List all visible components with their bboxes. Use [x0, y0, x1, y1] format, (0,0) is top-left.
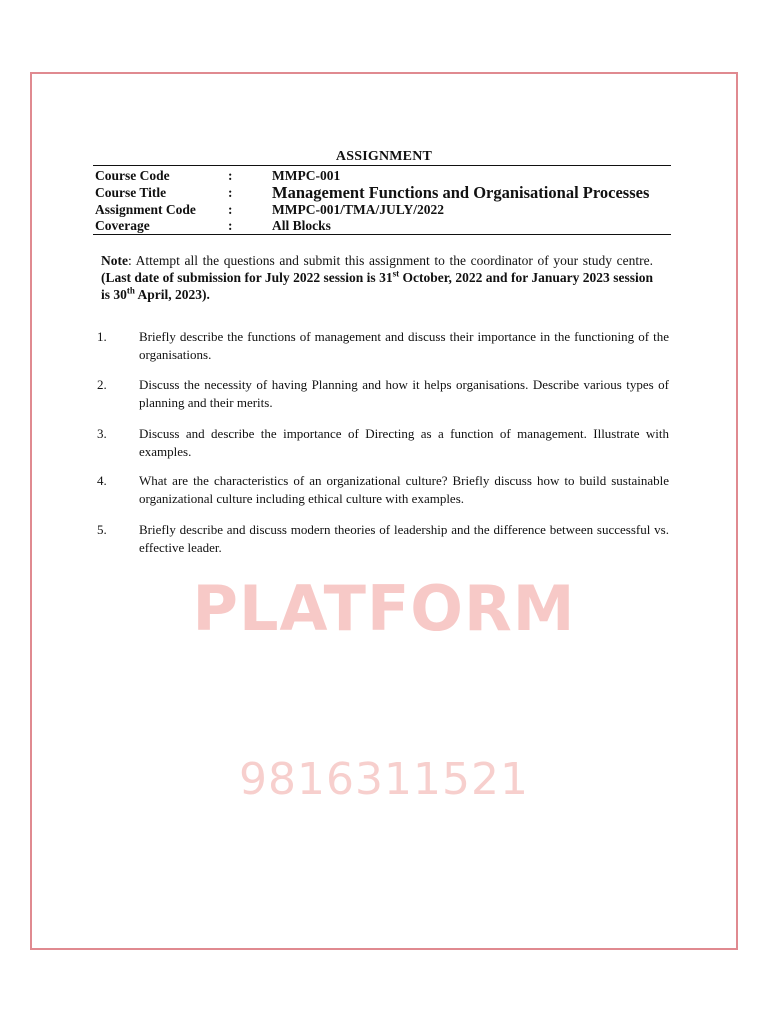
question-text: Briefly describe the functions of management and discuss their importance in the functioning of the organisations.: [139, 329, 669, 362]
meta-value: Management Functions and Organisational Processes: [272, 183, 650, 202]
meta-value: MMPC-001: [272, 168, 341, 183]
meta-value: All Blocks: [272, 218, 331, 233]
meta-colon: :: [228, 218, 233, 233]
question-number: 2.: [97, 377, 107, 392]
assignment-heading: ASSIGNMENT: [335, 149, 433, 164]
question-text: Discuss the necessity of having Planning and how it helps organisations. Describe various types of planning and their merits.: [139, 377, 669, 410]
note-deadline: [101, 270, 653, 302]
meta-colon: :: [228, 185, 233, 200]
header-bottom-rule: [93, 234, 671, 235]
watermark-phone: 9816311521: [239, 754, 529, 805]
note-sup: st: [392, 268, 400, 279]
question-number: 1.: [97, 329, 107, 344]
meta-value: MMPC-001/TMA/JULY/2022: [272, 202, 444, 217]
question-number: 4.: [97, 473, 107, 488]
header-top-rule: [93, 165, 671, 166]
meta-colon: :: [228, 202, 233, 217]
note-deadline-part: (Last date of submission for July 2022 session is 31: [101, 270, 393, 285]
question-text: What are the characteristics of an organizational culture? Briefly discuss how to build sustainable organizational culture including ethical culture with examples.: [139, 473, 669, 506]
meta-label: Assignment Code: [95, 202, 196, 217]
question-text: Briefly describe and discuss modern theories of leadership and the difference between successful vs. effective leader.: [139, 522, 669, 555]
meta-label: Coverage: [95, 218, 150, 233]
meta-label: Course Title: [95, 185, 167, 200]
note-deadline-part: April, 2023).: [134, 287, 210, 302]
note-prefix: Note: [101, 253, 128, 268]
meta-row-assignment-code: [95, 201, 675, 218]
note-text: : Attempt all the questions and submit this assignment to the coordinator of your study centre.: [128, 253, 653, 268]
question-number: 3.: [97, 426, 107, 441]
submission-note: [101, 252, 653, 303]
note-deadline-part: October, 2022 and for January 2023 session is 30: [101, 270, 653, 302]
note-sup: th: [126, 285, 135, 296]
meta-row-course-code: [95, 167, 675, 184]
meta-row-course-title: [95, 184, 675, 201]
question-text: Discuss and describe the importance of Directing as a function of management. Illustrate with examples.: [139, 426, 669, 459]
watermark-brand: PLATFORM: [192, 572, 576, 645]
meta-row-coverage: [95, 217, 675, 234]
question-number: 5.: [97, 522, 107, 537]
meta-colon: :: [228, 168, 233, 183]
meta-label: Course Code: [95, 168, 170, 183]
